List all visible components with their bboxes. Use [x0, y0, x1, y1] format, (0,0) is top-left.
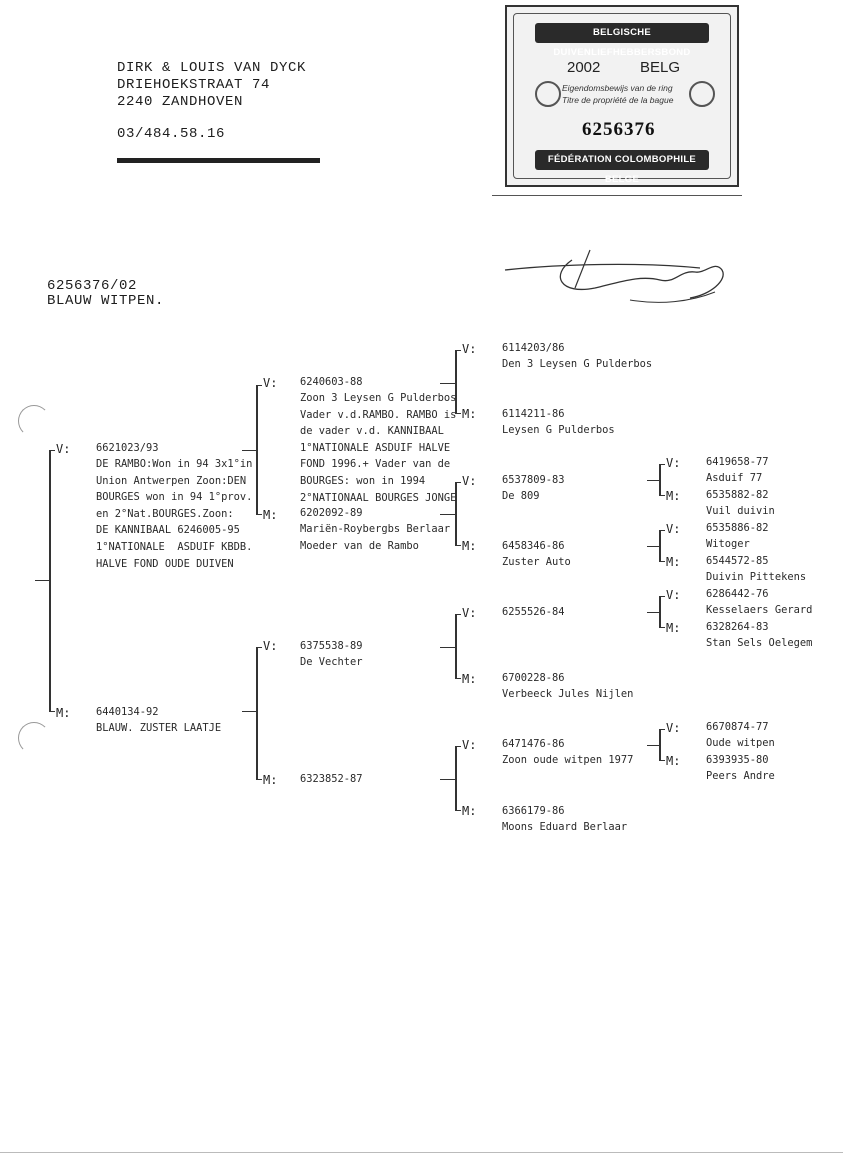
label-g2v: V: [666, 522, 681, 536]
g2v-ring: 6535886-82 [706, 522, 769, 534]
mmv-ring: 6471476-86 [502, 738, 565, 750]
vmv-ring: 6537809-83 [502, 474, 565, 486]
bracket-gen3b-stem [440, 514, 455, 515]
bracket-gen3c-bottom [455, 678, 461, 679]
bird-color: BLAUW WITPEN. [47, 293, 165, 309]
label-g4v: V: [666, 721, 681, 735]
g4m-notes: Peers Andre [706, 770, 775, 782]
label-vvv: V: [462, 342, 477, 356]
bracket-gen2a-stem [242, 450, 256, 451]
label-mmm: M: [462, 804, 477, 818]
bracket-gen4d-bottom [659, 760, 665, 761]
label-m: M: [56, 706, 71, 720]
bracket-gen4b-stem [647, 546, 659, 547]
bracket-gen2b-vertical [256, 647, 258, 780]
bracket-gen4c-stem [647, 612, 659, 613]
bracket-gen4c-vertical [659, 596, 661, 628]
owner-street: DRIEHOEKSTRAAT 74 [117, 77, 271, 93]
bracket-gen3c-vertical [455, 614, 457, 679]
bracket-gen4a-vertical [659, 464, 661, 496]
bracket-gen3c-stem [440, 647, 455, 648]
bracket-gen2a-bottom [256, 514, 262, 515]
hole-punch-bottom [18, 722, 50, 754]
ring-certificate-stamp [505, 5, 739, 187]
stamp-underline [492, 195, 742, 196]
bracket-gen4b-vertical [659, 530, 661, 562]
label-v: V: [56, 442, 71, 456]
label-g1m: M: [666, 489, 681, 503]
sire-ring: 6621023/93 [96, 442, 159, 454]
vmm-notes: Zuster Auto [502, 556, 571, 568]
stamp-line-2: Titre de propriété de la bague [562, 95, 674, 105]
bird-ring-number: 6256376/02 [47, 278, 138, 294]
bracket-gen4d-top [659, 729, 665, 730]
g1v-notes: Asduif 77 [706, 472, 763, 484]
vvv-ring: 6114203/86 [502, 342, 565, 354]
mmv-notes: Zoon oude witpen 1977 [502, 754, 634, 766]
g2m-ring: 6544572-85 [706, 555, 769, 567]
owner-city: 2240 ZANDHOVEN [117, 94, 244, 110]
bracket-gen1-stem [35, 580, 49, 581]
label-mvm: M: [462, 672, 477, 686]
bracket-gen4a-top [659, 464, 665, 465]
label-g1v: V: [666, 456, 681, 470]
vvm-notes: Leysen G Pulderbos [502, 424, 615, 436]
bracket-gen4c-top [659, 596, 665, 597]
g4v-ring: 6670874-77 [706, 721, 769, 733]
stamp-left-emblem-icon [535, 81, 561, 107]
bracket-gen4d-vertical [659, 729, 661, 761]
bracket-gen2b-bottom [256, 779, 262, 780]
label-g3v: V: [666, 588, 681, 602]
g1m-notes: Vuil duivin [706, 505, 775, 517]
bracket-gen4b-bottom [659, 561, 665, 562]
stamp-ring-number: 6256376 [582, 119, 656, 140]
label-g2m: M: [666, 555, 681, 569]
owner-name: DIRK & LOUIS VAN DYCK [117, 60, 307, 76]
label-mvv: V: [462, 606, 477, 620]
bracket-gen2a-vertical [256, 385, 258, 515]
dam-ring: 6440134-92 [96, 706, 159, 718]
label-mmv: V: [462, 738, 477, 752]
vvv-notes: Den 3 Leysen G Pulderbos [502, 358, 653, 370]
bracket-gen1-top [49, 450, 55, 451]
bracket-gen1-bottom [49, 711, 55, 712]
vv-ring: 6240603-88 [300, 376, 363, 388]
mv-notes: De Vechter [300, 656, 363, 668]
label-vmv: V: [462, 474, 477, 488]
sire-notes: DE RAMBO:Won in 94 3x1°in Union Antwerpen Zoon:DEN BOURGES won in 94 1°prov. en 2°Nat.BOURGES.Zoon: DE KANNIBAAL 6246005-95 1°NATIONALE ASDUIF KBDB. HALVE FOND OUDE DUIVEN [96, 458, 253, 570]
vmm-ring: 6458346-86 [502, 540, 565, 552]
header-rule [117, 158, 320, 163]
label-vv: V: [263, 376, 278, 390]
hole-punch-top [18, 405, 50, 437]
owner-phone: 03/484.58.16 [117, 126, 226, 142]
g4v-notes: Oude witpen [706, 737, 775, 749]
mv-ring: 6375538-89 [300, 640, 363, 652]
mmm-ring: 6366179-86 [502, 805, 565, 817]
label-vm: M: [263, 508, 278, 522]
stamp-line-1: Eigendomsbewijs van de ring [562, 83, 673, 93]
vv-notes: Zoon 3 Leysen G Pulderbos Vader v.d.RAMBO. RAMBO is de vader v.d. KANNIBAAL 1°NATIONALE ASDUIF HALVE FOND 1996.+ Vader van de BOURGES: won in 1994 2°NATIONAAL BOURGES JONGE [300, 392, 457, 504]
label-g3m: M: [666, 621, 681, 635]
label-mm: M: [263, 773, 278, 787]
vm-ring: 6202092-89 [300, 507, 363, 519]
stamp-year: 2002 [567, 59, 601, 76]
bracket-gen4a-bottom [659, 495, 665, 496]
bracket-gen4c-bottom [659, 627, 665, 628]
vm-notes: Mariën-Roybergbs Berlaar Moeder van de Rambo [300, 523, 451, 552]
stamp-bottom-banner: FÉDÉRATION COLOMBOPHILE BELGE [535, 150, 709, 170]
g1v-ring: 6419658-77 [706, 456, 769, 468]
bracket-gen4d-stem [647, 745, 659, 746]
bracket-gen2b-stem [242, 711, 256, 712]
bracket-gen4b-top [659, 530, 665, 531]
stamp-country: BELG [640, 59, 681, 76]
g3v-notes: Kesselaers Gerard [706, 604, 813, 616]
mvm-ring: 6700228-86 [502, 672, 565, 684]
g3v-ring: 6286442-76 [706, 588, 769, 600]
mvv-ring: 6255526-84 [502, 606, 565, 618]
vmv-notes: De 809 [502, 490, 540, 502]
mmm-notes: Moons Eduard Berlaar [502, 821, 628, 833]
g1m-ring: 6535882-82 [706, 489, 769, 501]
mm-ring: 6323852-87 [300, 773, 363, 785]
bracket-gen3b-bottom [455, 545, 461, 546]
g3m-notes: Stan Sels Oelegem [706, 637, 813, 649]
label-vmm: M: [462, 539, 477, 553]
label-mv: V: [263, 639, 278, 653]
g4m-ring: 6393935-80 [706, 754, 769, 766]
stamp-top-banner: BELGISCHE DUIVENLIEFHEBBERSBOND [535, 23, 709, 43]
vvm-ring: 6114211-86 [502, 408, 565, 420]
g2v-notes: Witoger [706, 538, 750, 550]
signature [500, 240, 740, 315]
bracket-gen4a-stem [647, 480, 659, 481]
bracket-gen3c-top [455, 614, 461, 615]
g3m-ring: 6328264-83 [706, 621, 769, 633]
bracket-gen3d-bottom [455, 810, 461, 811]
bracket-gen1-vertical [49, 450, 51, 712]
bracket-gen2b-top [256, 647, 262, 648]
bracket-gen3d-top [455, 746, 461, 747]
g2m-notes: Duivin Pittekens [706, 571, 807, 583]
bracket-gen3a-stem [440, 383, 455, 384]
scan-bottom-edge [0, 1152, 843, 1153]
label-g4m: M: [666, 754, 681, 768]
dam-notes: BLAUW. ZUSTER LAATJE [96, 722, 222, 734]
bracket-gen3a-top [455, 350, 461, 351]
bracket-gen2a-top [256, 385, 262, 386]
bracket-gen3d-stem [440, 779, 455, 780]
label-vvm: M: [462, 407, 477, 421]
stamp-right-emblem-icon [689, 81, 715, 107]
mvm-notes: Verbeeck Jules Nijlen [502, 688, 634, 700]
bracket-gen3d-vertical [455, 746, 457, 811]
